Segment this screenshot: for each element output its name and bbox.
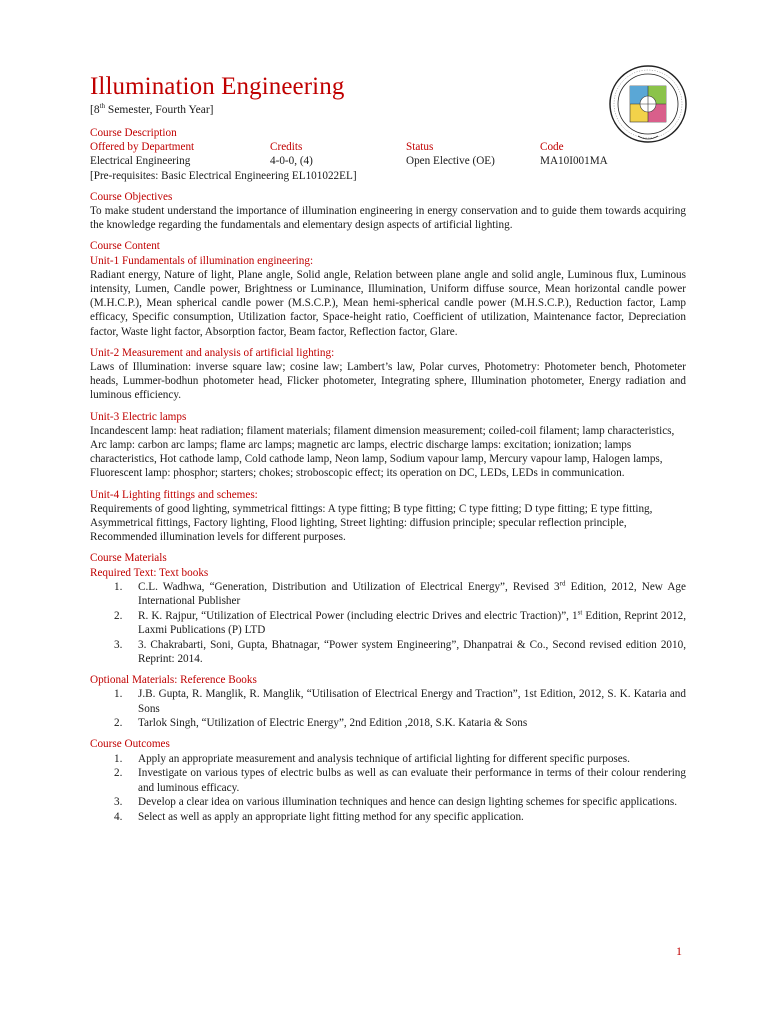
course-materials-heading: Course Materials bbox=[90, 552, 167, 565]
column-department: Offered by Department bbox=[90, 141, 195, 154]
course-content-heading: Course Content bbox=[90, 240, 160, 253]
document-page bbox=[90, 72, 686, 824]
course-description-values bbox=[90, 154, 686, 168]
column-status: Status bbox=[406, 141, 434, 154]
required-text-heading: Required Text: Text books bbox=[90, 566, 209, 579]
course-description-columns bbox=[90, 140, 686, 154]
unit-3-text: Incandescent lamp: heat radiation; filament materials; filament dimension measurement; coiled-coil filament; lamp characteristics, Arc lamp: carbon arc lamps; flame arc lamps; magnetic arc lamps, electric discharge lamps: excitation; ionization; lamps characteristics, Hot cathode lamp, Cold cathode lamp, Neon lamp, Sodium vapour lamp, Mercury vapour lamp, Halogen lamps, Fluorescent lamp: phosphor; starters; chokes; stroboscopic effect; its operation on DC, LEDs, LEDs in communication. bbox=[90, 424, 675, 480]
page-number: 1 bbox=[676, 944, 682, 958]
value-department: Electrical Engineering bbox=[90, 155, 191, 168]
unit-1-title: Unit-1 Fundamentals of illumination engineering: bbox=[90, 254, 314, 267]
unit-1-text: Radiant energy, Nature of light, Plane angle, Solid angle, Relation between plane angle and solid angle, Luminous flux, Luminous intensity, Lumen, Candle power, Brightness or Luminance, Illumination, Uniform diffuse source, Mean horizontal candle power (M.H.C.P.), Mean spherical candle power (M.S.C.P.), Mean hemi-spherical candle power (M.H.S.C.P.), Reduction factor, Lamp efficacy, Specific consumption, Utilization factor, Space-height ratio, Coefficient of utilization, Maintenance factor, Depreciation factor, Waste light factor, Absorption factor, Beam factor, Reflection factor, Glare. bbox=[90, 268, 686, 338]
list-item: 3. 3. Chakrabarti, Soni, Gupta, Bhatnagar, “Power system Engineering”, Dhanpatrai & Co., Second revised edition 2010, Reprint: 2014. bbox=[114, 638, 686, 665]
course-outcomes-list bbox=[90, 752, 686, 825]
unit-3-title: Unit-3 Electric lamps bbox=[90, 410, 187, 423]
page-title: Illumination Engineering bbox=[90, 73, 345, 100]
list-item: 1. C.L. Wadhwa, “Generation, Distribution and Utilization of Electrical Energy”, Revised 3rd Edition, 2012, New Age International Publisher bbox=[114, 579, 686, 608]
column-code: Code bbox=[540, 141, 564, 154]
unit-4-title: Unit-4 Lighting fittings and schemes: bbox=[90, 488, 258, 501]
list-item: 1. Apply an appropriate measurement and analysis technique of artificial lighting for different specific purposes. bbox=[114, 752, 630, 765]
list-item: 2. Tarlok Singh, “Utilization of Electric Energy”, 2nd Edition ,2018, S.K. Kataria & Sons bbox=[114, 717, 528, 730]
column-credits: Credits bbox=[270, 141, 303, 154]
unit-2-title: Unit-2 Measurement and analysis of artificial lighting: bbox=[90, 346, 335, 359]
semester-subtitle: [8th Semester, Fourth Year] bbox=[90, 102, 214, 116]
value-credits: 4-0-0, (4) bbox=[270, 155, 313, 168]
value-code: MA10I001MA bbox=[540, 155, 608, 168]
unit-2-text: Laws of Illumination: inverse square law; cosine law; Lambert’s law, Polar curves, Photometry: Photometer bench, Photometer heads, Lummer-bodhun photometer head, Flicker photometer, Integrating sphere, Illumination photometer, Energy radiation and luminous efficiency. bbox=[90, 361, 686, 402]
optional-materials-heading: Optional Materials: Reference Books bbox=[90, 674, 257, 687]
list-item: 3. Develop a clear idea on various illumination techniques and hence can design lighting schemes for specific applications. bbox=[114, 796, 677, 809]
value-status: Open Elective (OE) bbox=[406, 155, 495, 168]
reference-books-list bbox=[90, 687, 686, 730]
unit-4-text: Requirements of good lighting, symmetrical fittings: A type fitting; B type fitting; C type fitting; D type fitting; E type fitting, Asymmetrical fittings, Factory lighting, Flood lighting, Street lighting: diffusion principle; specular reflection principle, Recommended illumination levels for different purposes. bbox=[90, 502, 653, 544]
course-outcomes-heading: Course Outcomes bbox=[90, 738, 170, 751]
course-description-heading: Course Description bbox=[90, 127, 177, 139]
prerequisites: [Pre-requisites: Basic Electrical Engineering EL101022EL] bbox=[90, 169, 357, 182]
list-item: 1. J.B. Gupta, R. Manglik, R. Manglik, “Utilisation of Electrical Energy and Traction”, 1st Edition, 2012, S. K. Kataria and Sons bbox=[114, 688, 686, 715]
list-item: 2. R. K. Rajpur, “Utilization of Electrical Power (including electric Drives and electric Traction)”, 1st Edition, Reprint 2012, Laxmi Publications (P) LTD bbox=[114, 608, 686, 636]
required-books-list bbox=[90, 580, 686, 666]
list-item: 2. Investigate on various types of electric bulbs as well as can evaluate their performance in terms of their colour rendering and luminous efficacy. bbox=[114, 767, 686, 794]
list-item: 4. Select as well as apply an appropriate light fitting method for any specific application. bbox=[114, 810, 524, 823]
course-objectives-heading: Course Objectives bbox=[90, 190, 173, 203]
course-objectives-text: To make student understand the importance of illumination engineering in energy conservation and to guide them towards acquiring the knowledge regarding the fundamentals and elementary design aspects of artificial lighting. bbox=[90, 205, 686, 232]
